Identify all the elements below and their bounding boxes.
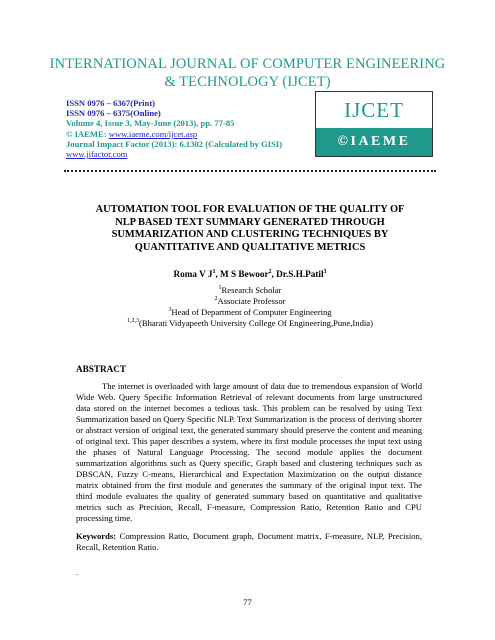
keywords-label: Keywords:	[76, 531, 117, 541]
logo-publisher: ©IAEME	[316, 128, 432, 156]
logo-name: IJCET	[344, 98, 404, 122]
author-sup: 3	[323, 268, 327, 275]
dotted-divider	[64, 170, 436, 172]
author-sup: 1	[212, 268, 216, 275]
affiliation-text: (Bharati Vidyapeeth University College Of Engineering,Pune,India)	[139, 318, 373, 328]
affiliation-line	[70, 318, 430, 329]
keywords	[76, 531, 422, 553]
journal-title-line-2: & TECHNOLOGY (IJCET)	[164, 74, 331, 90]
volume-info: Volume 4, Issue 3, May-June (2013), pp. 77-85	[66, 118, 235, 129]
affiliation-text: Associate Professor	[217, 296, 286, 306]
author-name: M S Bewoor	[220, 269, 269, 279]
jif-link[interactable]: www.jifactor.com	[66, 149, 128, 160]
ijcet-logo	[315, 91, 433, 157]
affiliation-text: Research Scholar	[221, 285, 282, 295]
author-sup: 2	[268, 268, 272, 275]
keywords-text: Compression Ratio, Document graph, Document matrix, F-measure, NLP, Precision, Recall, Retention Ratio.	[76, 531, 422, 552]
title-line: SUMMARIZATION AND CLUSTERING TECHNIQUES BY	[111, 229, 389, 240]
author-name: Roma V J	[173, 269, 213, 279]
affiliations	[70, 285, 430, 329]
affiliation-sup: 1,2,3	[127, 318, 140, 325]
stray-mark: .	[76, 568, 78, 577]
impact-factor: Journal Impact Factor (2013): 6.1302 (Calculated by GISI)	[66, 138, 283, 149]
jif-line	[66, 149, 282, 159]
issn-print: ISSN 0976 – 6367(Print)	[66, 98, 156, 108]
title-line: NLP BASED TEXT SUMMARY GENERATED THROUGH	[115, 216, 385, 228]
iaeme-link[interactable]: www.iaeme.com/ijcet.asp	[108, 128, 198, 139]
affiliation-line	[70, 285, 430, 296]
issn-online: ISSN 0976 – 6375(Online)	[66, 108, 161, 119]
author-name: Dr.S.H.Patil	[276, 269, 324, 279]
abstract-body: The internet is overloaded with large amount of data due to tremendous expansion of World Wide Web. Query Specific Information Retrieval of relevant documents from large unstructured data stored on the internet becomes a tedious task. This problem can be resolved by using Text Summarization based on Query Specific NLP. Text Summarization is the process of deriving shorter or abstract version of original text, the generated summary should preserve the content and meaning of original text. This paper describes a system, where its first module processes the input text using the phases of Natural Language Processing. The second module applies the document summarization algorithms such as Query specific, Graph based and clustering techniques such as DBSCAN, Fuzzy C-means, Hierarchical and Expectation Maximization on the output distance matrix obtained from the first module and generates the summary of the original input text. The third module evaluates the quality of generated summary based on quantitative and qualitative metrics such as Precision, Recall, F-measure, Compression Ratio, Retention Ratio and CPU processing time.	[76, 381, 422, 523]
paper-title	[70, 204, 430, 254]
abstract-heading: ABSTRACT	[76, 364, 127, 374]
affiliation-line	[70, 307, 430, 318]
journal-title	[40, 55, 455, 91]
title-line: AUTOMATION TOOL FOR EVALUATION OF THE QUALITY OF	[95, 204, 405, 215]
affiliation-sup: 3	[168, 307, 172, 314]
author-list	[70, 269, 430, 279]
author-separator: ,	[215, 269, 221, 279]
title-line: QUANTITATIVE AND QUALITATIVE METRICS	[134, 241, 366, 253]
author-separator: ,	[271, 269, 277, 279]
affiliation-line	[70, 296, 430, 307]
journal-title-line-1: INTERNATIONAL JOURNAL OF COMPUTER ENGINEERING	[49, 56, 446, 72]
affiliation-sup: 1	[218, 285, 222, 292]
iaeme-line	[66, 129, 282, 139]
affiliation-sup: 2	[214, 296, 218, 303]
iaeme-prefix: © IAEME:	[66, 128, 109, 139]
page-number: 77	[243, 597, 252, 607]
affiliation-text: Head of Department of Computer Engineering	[171, 307, 332, 317]
journal-meta	[66, 98, 282, 159]
